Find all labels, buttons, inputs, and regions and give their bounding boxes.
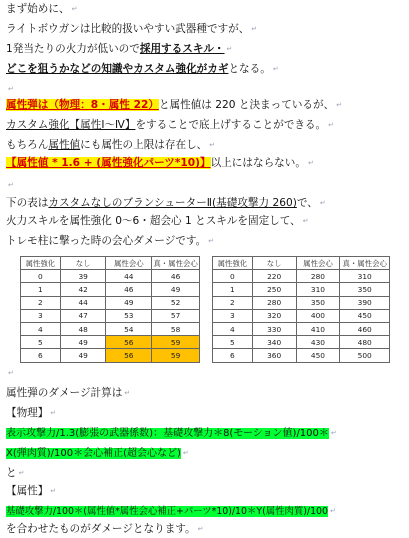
text-line: 1発当たりの火力が低いので採用するスキル・ ↵ [6,43,233,55]
table-cell-highlighted: 56 [106,349,152,362]
table-cell: 3 [21,309,61,322]
table-cell: 58 [152,322,200,335]
table-cell: 2 [213,296,253,309]
table-cell: 42 [60,283,106,296]
table-cell: 340 [252,336,296,349]
table-header: 真・属性会心 [152,257,200,270]
table-cell: 280 [252,296,296,309]
table-header-row [21,257,200,270]
text-line: 基礎攻撃力/100＊(属性値*属性会心補正+パーツ*10)/10＊Y(属性肉質)/100 ↵ [6,506,336,517]
text-line: もちろん属性値にも属性の上限は存在し、 ↵ [6,139,216,151]
table-cell: 390 [340,296,390,309]
table-cell: 52 [152,296,200,309]
table-cell: 3 [213,309,253,322]
table-row [213,309,390,322]
text-line: 【属性】 ↵ [6,485,57,497]
table-cell-highlighted: 59 [152,336,200,349]
table-header: なし [252,257,296,270]
table-cell: 5 [21,336,61,349]
table-cell: 350 [296,296,340,309]
table-cell: 6 [213,349,253,362]
table-cell: 480 [340,336,390,349]
table-cell: 53 [106,309,152,322]
text-line: 【物理】 ↵ [6,407,57,419]
empty-line: ↵ [8,369,14,377]
text-line: どこを狙うかなどの知識やカスタム強化がカギとなる。 ↵ [6,63,279,75]
table-row [21,309,200,322]
table-row [21,283,200,296]
table-row [213,296,390,309]
table-row [213,336,390,349]
table-cell: 280 [296,270,340,283]
table-cell: 0 [21,270,61,283]
table-row [213,349,390,362]
empty-line: ↵ [8,85,14,93]
table-cell: 49 [106,296,152,309]
table-cell: 310 [340,270,390,283]
table-cell: 310 [296,283,340,296]
table-header: なし [60,257,106,270]
table-cell: 220 [252,270,296,283]
table-cell: 320 [252,309,296,322]
table-header: 属性強化 [21,257,61,270]
table-cell: 54 [106,322,152,335]
table-row [21,322,200,335]
table-header: 属性会心 [106,257,152,270]
damage-table-left [20,256,200,363]
table-row [213,270,390,283]
text-line: まず始めに、 ↵ [6,3,78,15]
table-row [21,349,200,362]
table-cell: 450 [340,309,390,322]
text-line: ライトボウガンは比較的扱いやすい武器種ですが、 ↵ [6,23,258,35]
table-header: 真・属性会心 [340,257,390,270]
table-row [213,283,390,296]
text-line: トレモ柱に撃った時の会心ダメージです。 ↵ [6,235,215,247]
table-cell: 410 [296,322,340,335]
table-cell: 5 [213,336,253,349]
text-line: X(弾肉質)/100＊会心補正(超会心など) ↵ [6,448,189,459]
table-cell: 4 [21,322,61,335]
table-cell: 360 [252,349,296,362]
table-cell: 350 [340,283,390,296]
table-cell: 46 [152,270,200,283]
table-header-row [213,257,390,270]
table-cell: 460 [340,322,390,335]
damage-table-right [212,256,390,363]
table-cell: 47 [60,309,106,322]
table-cell: 49 [152,283,200,296]
table-row [213,322,390,335]
text-line: カスタム強化【属性Ⅰ～Ⅳ】をすることで底上げすることができる。 ↵ [6,119,334,131]
text-line: 属性弾は（物理：8・属性 22）と属性値は 220 と決まっているが、 ↵ [6,99,343,111]
table-cell: 6 [21,349,61,362]
table-header: 属性会心 [296,257,340,270]
table-cell: 4 [213,322,253,335]
table-cell: 44 [106,270,152,283]
text-line: 下の表はカスタムなしのブランシューターⅡ(基礎攻撃力 260)で、 ↵ [6,197,326,209]
table-cell: 0 [213,270,253,283]
table-cell: 430 [296,336,340,349]
text-line: と ↵ [6,467,25,479]
text-line: を合わせたものがダメージとなります。 ↵ [6,523,204,535]
table-cell: 48 [60,322,106,335]
table-cell: 44 [60,296,106,309]
text-line: 火力スキルを属性強化 0～6・超会心 1 とスキルを固定して、 ↵ [6,215,309,227]
table-cell: 49 [60,349,106,362]
table-cell: 330 [252,322,296,335]
text-line: 属性弾のダメージ計算は ↵ [6,387,131,399]
text-line: 【属性値 * 1.6 + (属性強化パーツ*10)】以上にはならない。 ↵ [6,157,314,169]
table-row [21,336,200,349]
table-cell: 1 [213,283,253,296]
empty-line: ↵ [8,181,14,189]
table-cell: 49 [60,336,106,349]
table-row [21,270,200,283]
table-cell: 39 [60,270,106,283]
table-cell: 1 [21,283,61,296]
table-cell: 250 [252,283,296,296]
table-cell: 450 [296,349,340,362]
table-header: 属性強化 [213,257,253,270]
table-cell-highlighted: 56 [106,336,152,349]
table-cell: 2 [21,296,61,309]
table-row [21,296,200,309]
table-cell-highlighted: 59 [152,349,200,362]
text-line: 表示攻撃力/1.3(膨張の武器係数)：基礎攻撃力＊8(モーション値)/100＊ ↵ [6,428,337,439]
table-cell: 57 [152,309,200,322]
table-cell: 500 [340,349,390,362]
table-cell: 46 [106,283,152,296]
table-cell: 400 [296,309,340,322]
